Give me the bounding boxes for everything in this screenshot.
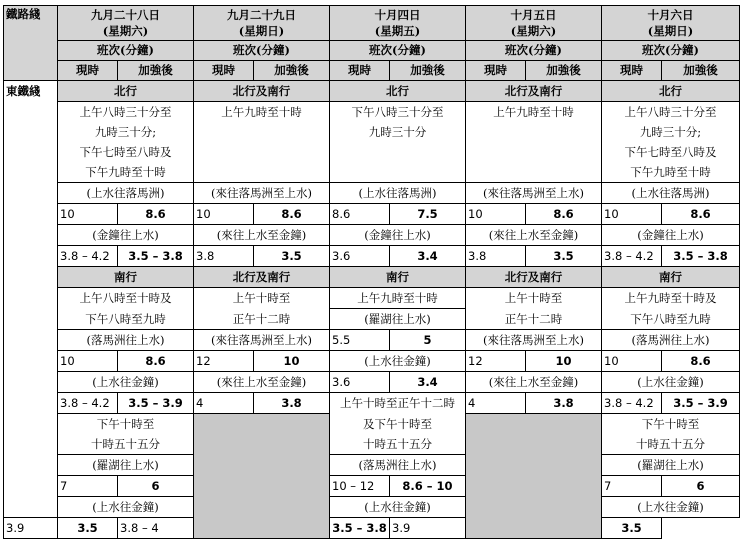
- enhanced-value: 8.6: [662, 351, 740, 372]
- route-label: (上水往金鐘): [58, 372, 194, 393]
- period-text: 十時五十五分: [58, 434, 194, 455]
- enhanced-value: 3.5: [602, 518, 662, 539]
- current-value: 3.8: [194, 246, 254, 267]
- route-label: (來往落馬洲至上水): [194, 330, 330, 351]
- current-value: 10: [602, 351, 662, 372]
- current-value: 4: [466, 393, 526, 414]
- period-text: 九時三十分: [330, 122, 466, 142]
- direction-cell: 南行: [330, 267, 466, 288]
- period-text: 正午十二時: [466, 309, 602, 330]
- enhanced-value: 3.5: [254, 246, 330, 267]
- current-label: 現時: [58, 61, 118, 81]
- enhanced-value: 8.6: [254, 204, 330, 225]
- route-label: (來往上水至金鐘): [194, 225, 330, 246]
- table-row: [4, 288, 740, 309]
- current-value: 3.8 – 4.2: [602, 393, 662, 414]
- direction-cell: 北行及南行: [194, 267, 330, 288]
- current-value: 3.8 – 4.2: [58, 246, 118, 267]
- period-text: 下午八時至九時: [602, 309, 740, 330]
- period-text: 及下午十時至: [330, 414, 466, 435]
- table-row: [4, 183, 740, 204]
- period-text: [330, 162, 466, 183]
- table-row: [4, 225, 740, 246]
- current-value: 10: [466, 204, 526, 225]
- enhanced-value: 3.8: [526, 393, 602, 414]
- direction-cell: 南行: [58, 267, 194, 288]
- route-label: (金鐘往上水): [602, 225, 740, 246]
- period-text: 下午十時至: [58, 414, 194, 435]
- enhanced-value: 5: [390, 330, 466, 351]
- enhanced-value: 3.8: [254, 393, 330, 414]
- table-row: [4, 476, 740, 497]
- period-text: 上午十時至: [466, 288, 602, 309]
- route-label: (上水往落馬洲): [58, 183, 194, 204]
- enhanced-value: 3.5 – 3.9: [118, 393, 194, 414]
- header-date-2: [194, 6, 330, 41]
- table-row: [4, 267, 740, 288]
- enhanced-value: 8.6: [118, 204, 194, 225]
- route-label: (金鐘往上水): [58, 225, 194, 246]
- period-text: [194, 122, 330, 142]
- current-value: 12: [466, 351, 526, 372]
- current-value: 3.8 – 4.2: [602, 246, 662, 267]
- route-label: (落馬洲往上水): [58, 330, 194, 351]
- period-text: 下午九時至十時: [58, 162, 194, 183]
- route-label: (金鐘往上水): [330, 225, 466, 246]
- enhanced-value: 3.5 – 3.8: [330, 518, 390, 539]
- period-text: 上午九時至十時: [330, 288, 466, 309]
- table-row: [4, 372, 740, 393]
- route-label: (上水往金鐘): [330, 351, 466, 372]
- period-text: [466, 162, 602, 183]
- table-row: [4, 81, 740, 102]
- enhanced-value: 3.5 – 3.8: [118, 246, 194, 267]
- current-value: 10: [58, 204, 118, 225]
- enhanced-value: 8.6: [662, 204, 740, 225]
- weekday-label: (星期六): [102, 24, 149, 38]
- period-text: 下午八時至九時: [58, 309, 194, 330]
- current-value: 7: [602, 476, 662, 497]
- table-row: [4, 351, 740, 372]
- table-row: [4, 393, 740, 414]
- current-value: 12: [194, 351, 254, 372]
- period-text: 九時三十分;: [602, 122, 740, 142]
- current-label: 現時: [602, 61, 662, 81]
- enhanced-value: 8.6: [118, 351, 194, 372]
- enhanced-value: 10: [526, 351, 602, 372]
- period-text: 下午十時至: [602, 414, 740, 435]
- enhanced-value: 6: [662, 476, 740, 497]
- period-text: [466, 142, 602, 162]
- period-text: 九時三十分;: [58, 122, 194, 142]
- period-text: 上午九時至十時: [466, 102, 602, 123]
- table-row: [4, 330, 740, 351]
- enhanced-value: 3.4: [390, 246, 466, 267]
- enhanced-value: 3.5: [526, 246, 602, 267]
- route-label: (來往落馬洲至上水): [194, 183, 330, 204]
- date-label: 十月四日: [374, 8, 421, 22]
- current-value: 3.9: [390, 518, 466, 539]
- route-label: (上水往金鐘): [330, 497, 466, 518]
- current-value: 8.6: [330, 204, 390, 225]
- period-text: 上午八時三十分至: [58, 102, 194, 123]
- table-row: [4, 434, 740, 455]
- enhanced-label: 加強後: [390, 61, 466, 81]
- enhanced-value: 3.5: [58, 518, 118, 539]
- direction-cell: 北行及南行: [466, 81, 602, 102]
- current-value: 3.8: [466, 246, 526, 267]
- table-row: [4, 455, 740, 476]
- period-text: 上午十時至: [194, 288, 330, 309]
- date-label: 十月五日: [510, 8, 557, 22]
- period-text: 十時五十五分: [602, 434, 740, 455]
- current-value: 10: [602, 204, 662, 225]
- route-label: (羅湖往上水): [602, 455, 740, 476]
- header-dates-row: [4, 6, 740, 41]
- current-value: 10: [58, 351, 118, 372]
- current-label: 現時: [330, 61, 390, 81]
- route-label: (來往上水至金鐘): [466, 225, 602, 246]
- headway-schedule-table: [3, 5, 740, 539]
- period-text: 下午七時至八時及: [58, 142, 194, 162]
- route-label: (上水往落馬洲): [602, 183, 740, 204]
- enhanced-label: 加強後: [526, 61, 602, 81]
- route-label: (來往上水至金鐘): [194, 372, 330, 393]
- period-text: 下午八時三十分至: [330, 102, 466, 123]
- date-label: 十月六日: [647, 8, 694, 22]
- enhanced-label: 加強後: [118, 61, 194, 81]
- route-label: (羅湖往上水): [330, 309, 466, 330]
- weekday-label: (星期日): [238, 24, 285, 38]
- route-label: (來往上水至金鐘): [466, 372, 602, 393]
- route-label: (來往落馬洲至上水): [466, 183, 602, 204]
- weekday-label: (星期日): [647, 24, 694, 38]
- route-label: (落馬洲往上水): [602, 330, 740, 351]
- current-value: 3.8 – 4: [118, 518, 194, 539]
- header-date-1: [58, 6, 194, 41]
- header-line-cell: 鐵路綫: [4, 6, 58, 81]
- direction-cell: 北行及南行: [194, 81, 330, 102]
- period-text: [330, 142, 466, 162]
- route-label: (落馬洲往上水): [330, 455, 466, 476]
- enhanced-value: 3.5 – 3.8: [662, 246, 740, 267]
- enhanced-value: 10: [254, 351, 330, 372]
- date-label: 九月二十九日: [227, 8, 296, 22]
- current-value: 3.6: [330, 372, 390, 393]
- period-text: 下午七時至八時及: [602, 142, 740, 162]
- enhanced-value: 6: [118, 476, 194, 497]
- header-date-5: [602, 6, 740, 41]
- enhanced-value: 8.6: [526, 204, 602, 225]
- weekday-label: (星期五): [374, 24, 421, 38]
- period-text: 上午十時至正午十二時: [330, 393, 466, 414]
- current-value: 3.6: [330, 246, 390, 267]
- line-name: 東鐵綫: [4, 81, 58, 518]
- table-row: [4, 162, 740, 183]
- enhanced-value: 7.5: [390, 204, 466, 225]
- header-headway-row: [4, 41, 740, 61]
- enhanced-value: 3.5 – 3.9: [662, 393, 740, 414]
- route-label: (上水往落馬洲): [330, 183, 466, 204]
- header-date-3: [330, 6, 466, 41]
- current-value: 10 – 12: [330, 476, 390, 497]
- current-value: 3.8 – 4.2: [58, 393, 118, 414]
- headway-label: 班次(分鐘): [466, 41, 602, 61]
- header-date-4: [466, 6, 602, 41]
- current-value: 5.5: [330, 330, 390, 351]
- table-row: [4, 122, 740, 142]
- route-label: (上水往金鐘): [602, 497, 740, 518]
- enhanced-value: 8.6 – 10: [390, 476, 466, 497]
- empty-cell: [194, 414, 330, 539]
- headway-label: 班次(分鐘): [194, 41, 330, 61]
- route-label: (來往落馬洲至上水): [466, 330, 602, 351]
- enhanced-label: 加強後: [254, 61, 330, 81]
- period-text: [466, 122, 602, 142]
- table-row: [4, 497, 740, 518]
- current-value: 7: [58, 476, 118, 497]
- period-text: 上午八時三十分至: [602, 102, 740, 123]
- period-text: 上午八時至十時及: [58, 288, 194, 309]
- table-row: [4, 309, 740, 330]
- route-label: (羅湖往上水): [58, 455, 194, 476]
- direction-cell: 北行: [330, 81, 466, 102]
- table-row: [4, 518, 740, 539]
- table-row: [4, 414, 740, 435]
- current-value: 10: [194, 204, 254, 225]
- table-row: [4, 204, 740, 225]
- current-value: 4: [194, 393, 254, 414]
- period-text: [194, 162, 330, 183]
- header-sub-row: [4, 61, 740, 81]
- table-row: [4, 246, 740, 267]
- table-row: [4, 102, 740, 123]
- current-label: 現時: [194, 61, 254, 81]
- direction-cell: 北行: [602, 81, 740, 102]
- period-text: 正午十二時: [194, 309, 330, 330]
- empty-cell: [466, 414, 602, 539]
- enhanced-value: 3.4: [390, 372, 466, 393]
- headway-label: 班次(分鐘): [602, 41, 740, 61]
- period-text: 下午九時至十時: [602, 162, 740, 183]
- weekday-label: (星期六): [510, 24, 557, 38]
- current-label: 現時: [466, 61, 526, 81]
- period-text: [194, 142, 330, 162]
- direction-cell: 南行: [602, 267, 740, 288]
- direction-cell: 北行: [58, 81, 194, 102]
- direction-cell: 北行及南行: [466, 267, 602, 288]
- route-label: (上水往金鐘): [58, 497, 194, 518]
- current-value: 3.9: [4, 518, 58, 539]
- period-text: 上午九時至十時: [194, 102, 330, 123]
- enhanced-label: 加強後: [662, 61, 740, 81]
- table-row: [4, 142, 740, 162]
- route-label: (上水往金鐘): [602, 372, 740, 393]
- period-text: 上午九時至十時及: [602, 288, 740, 309]
- headway-label: 班次(分鐘): [330, 41, 466, 61]
- headway-label: 班次(分鐘): [58, 41, 194, 61]
- period-text: 十時五十五分: [330, 434, 466, 455]
- date-label: 九月二十八日: [91, 8, 160, 22]
